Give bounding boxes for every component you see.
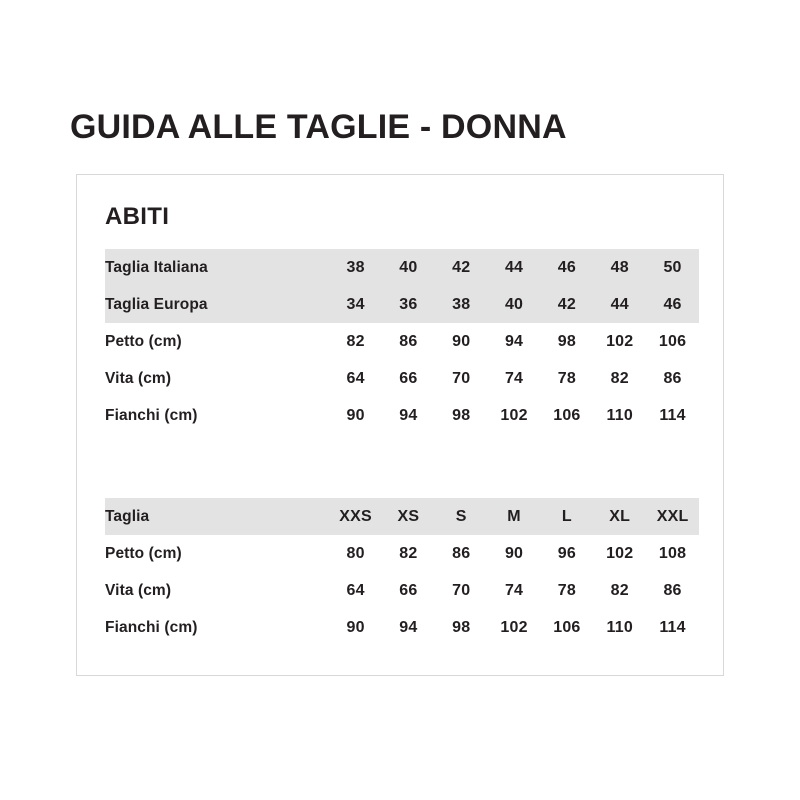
- cell-value: 90: [504, 544, 524, 562]
- size-guide-panel: [76, 174, 724, 676]
- cell-value: 44: [593, 286, 646, 323]
- cell-value: 94: [399, 618, 418, 636]
- table-row: [105, 609, 699, 646]
- cell-value: 78: [557, 581, 576, 599]
- cell-value: 102: [606, 332, 634, 350]
- table-row: [105, 323, 699, 360]
- cell-value: 106: [553, 618, 581, 636]
- cell-value: 78: [557, 369, 576, 387]
- table-row: [105, 535, 699, 572]
- cell-value: 98: [452, 406, 471, 424]
- cell-value: 34: [329, 286, 382, 323]
- cell-value: 94: [399, 406, 418, 424]
- table-row: [105, 498, 699, 535]
- cell-value: 70: [452, 581, 471, 599]
- cell-value: 114: [659, 618, 686, 636]
- table-row: [105, 286, 699, 323]
- cell-value: XXL: [646, 498, 699, 535]
- cell-value: 66: [399, 369, 418, 387]
- cell-value: 110: [606, 406, 633, 424]
- row-label: Vita (cm): [105, 581, 172, 599]
- table-row: [105, 397, 699, 434]
- cell-value: S: [435, 498, 488, 535]
- letter-size-table: [105, 498, 699, 646]
- cell-value: 110: [606, 618, 633, 636]
- cell-value: 86: [452, 544, 471, 562]
- cell-value: 96: [557, 544, 576, 562]
- cell-value: 64: [346, 581, 365, 599]
- cell-value: 86: [663, 581, 682, 599]
- cell-value: 82: [610, 581, 629, 599]
- cell-value: 38: [435, 286, 488, 323]
- cell-value: 82: [610, 369, 629, 387]
- cell-value: M: [488, 498, 541, 535]
- cell-value: 82: [399, 544, 418, 562]
- cell-value: 42: [540, 286, 593, 323]
- cell-value: 106: [658, 332, 687, 350]
- cell-value: L: [540, 498, 593, 535]
- cell-value: 80: [346, 544, 365, 562]
- cell-value: XL: [593, 498, 646, 535]
- numeric-size-table: [105, 249, 699, 434]
- cell-value: 74: [504, 369, 524, 387]
- cell-value: 82: [346, 332, 365, 350]
- cell-value: 70: [452, 369, 471, 387]
- cell-value: 102: [606, 544, 634, 562]
- row-label: Fianchi (cm): [105, 618, 198, 636]
- row-label: Taglia: [105, 498, 329, 535]
- cell-value: 114: [659, 406, 686, 424]
- cell-value: 102: [500, 618, 528, 636]
- row-label: Fianchi (cm): [105, 406, 198, 424]
- cell-value: 86: [399, 332, 418, 350]
- cell-value: 36: [382, 286, 435, 323]
- table-row: [105, 249, 699, 286]
- cell-value: 98: [452, 618, 471, 636]
- cell-value: 106: [553, 406, 581, 424]
- table-row: [105, 360, 699, 397]
- cell-value: 46: [646, 286, 699, 323]
- cell-value: 86: [663, 369, 682, 387]
- row-label: Vita (cm): [105, 369, 172, 387]
- cell-value: 48: [593, 249, 646, 286]
- page-title: GUIDA ALLE TAGLIE - DONNA: [70, 108, 567, 146]
- cell-value: 38: [329, 249, 382, 286]
- cell-value: 90: [346, 406, 365, 424]
- row-label: Petto (cm): [105, 544, 182, 562]
- cell-value: 66: [399, 581, 418, 599]
- cell-value: 90: [452, 332, 471, 350]
- cell-value: 90: [346, 618, 365, 636]
- cell-value: 46: [540, 249, 593, 286]
- cell-value: 64: [346, 369, 365, 387]
- cell-value: 98: [557, 332, 576, 350]
- row-label: Petto (cm): [105, 332, 182, 350]
- cell-value: 94: [504, 332, 524, 350]
- cell-value: 42: [435, 249, 488, 286]
- cell-value: 108: [658, 544, 687, 562]
- row-label: Taglia Italiana: [105, 249, 329, 286]
- cell-value: 44: [488, 249, 541, 286]
- cell-value: 74: [504, 581, 524, 599]
- cell-value: 50: [646, 249, 699, 286]
- row-label: Taglia Europa: [105, 286, 329, 323]
- cell-value: XXS: [329, 498, 382, 535]
- cell-value: 40: [488, 286, 541, 323]
- cell-value: 102: [500, 406, 528, 424]
- section-heading-abiti: ABITI: [105, 203, 170, 230]
- cell-value: XS: [382, 498, 435, 535]
- cell-value: 40: [382, 249, 435, 286]
- table-row: [105, 572, 699, 609]
